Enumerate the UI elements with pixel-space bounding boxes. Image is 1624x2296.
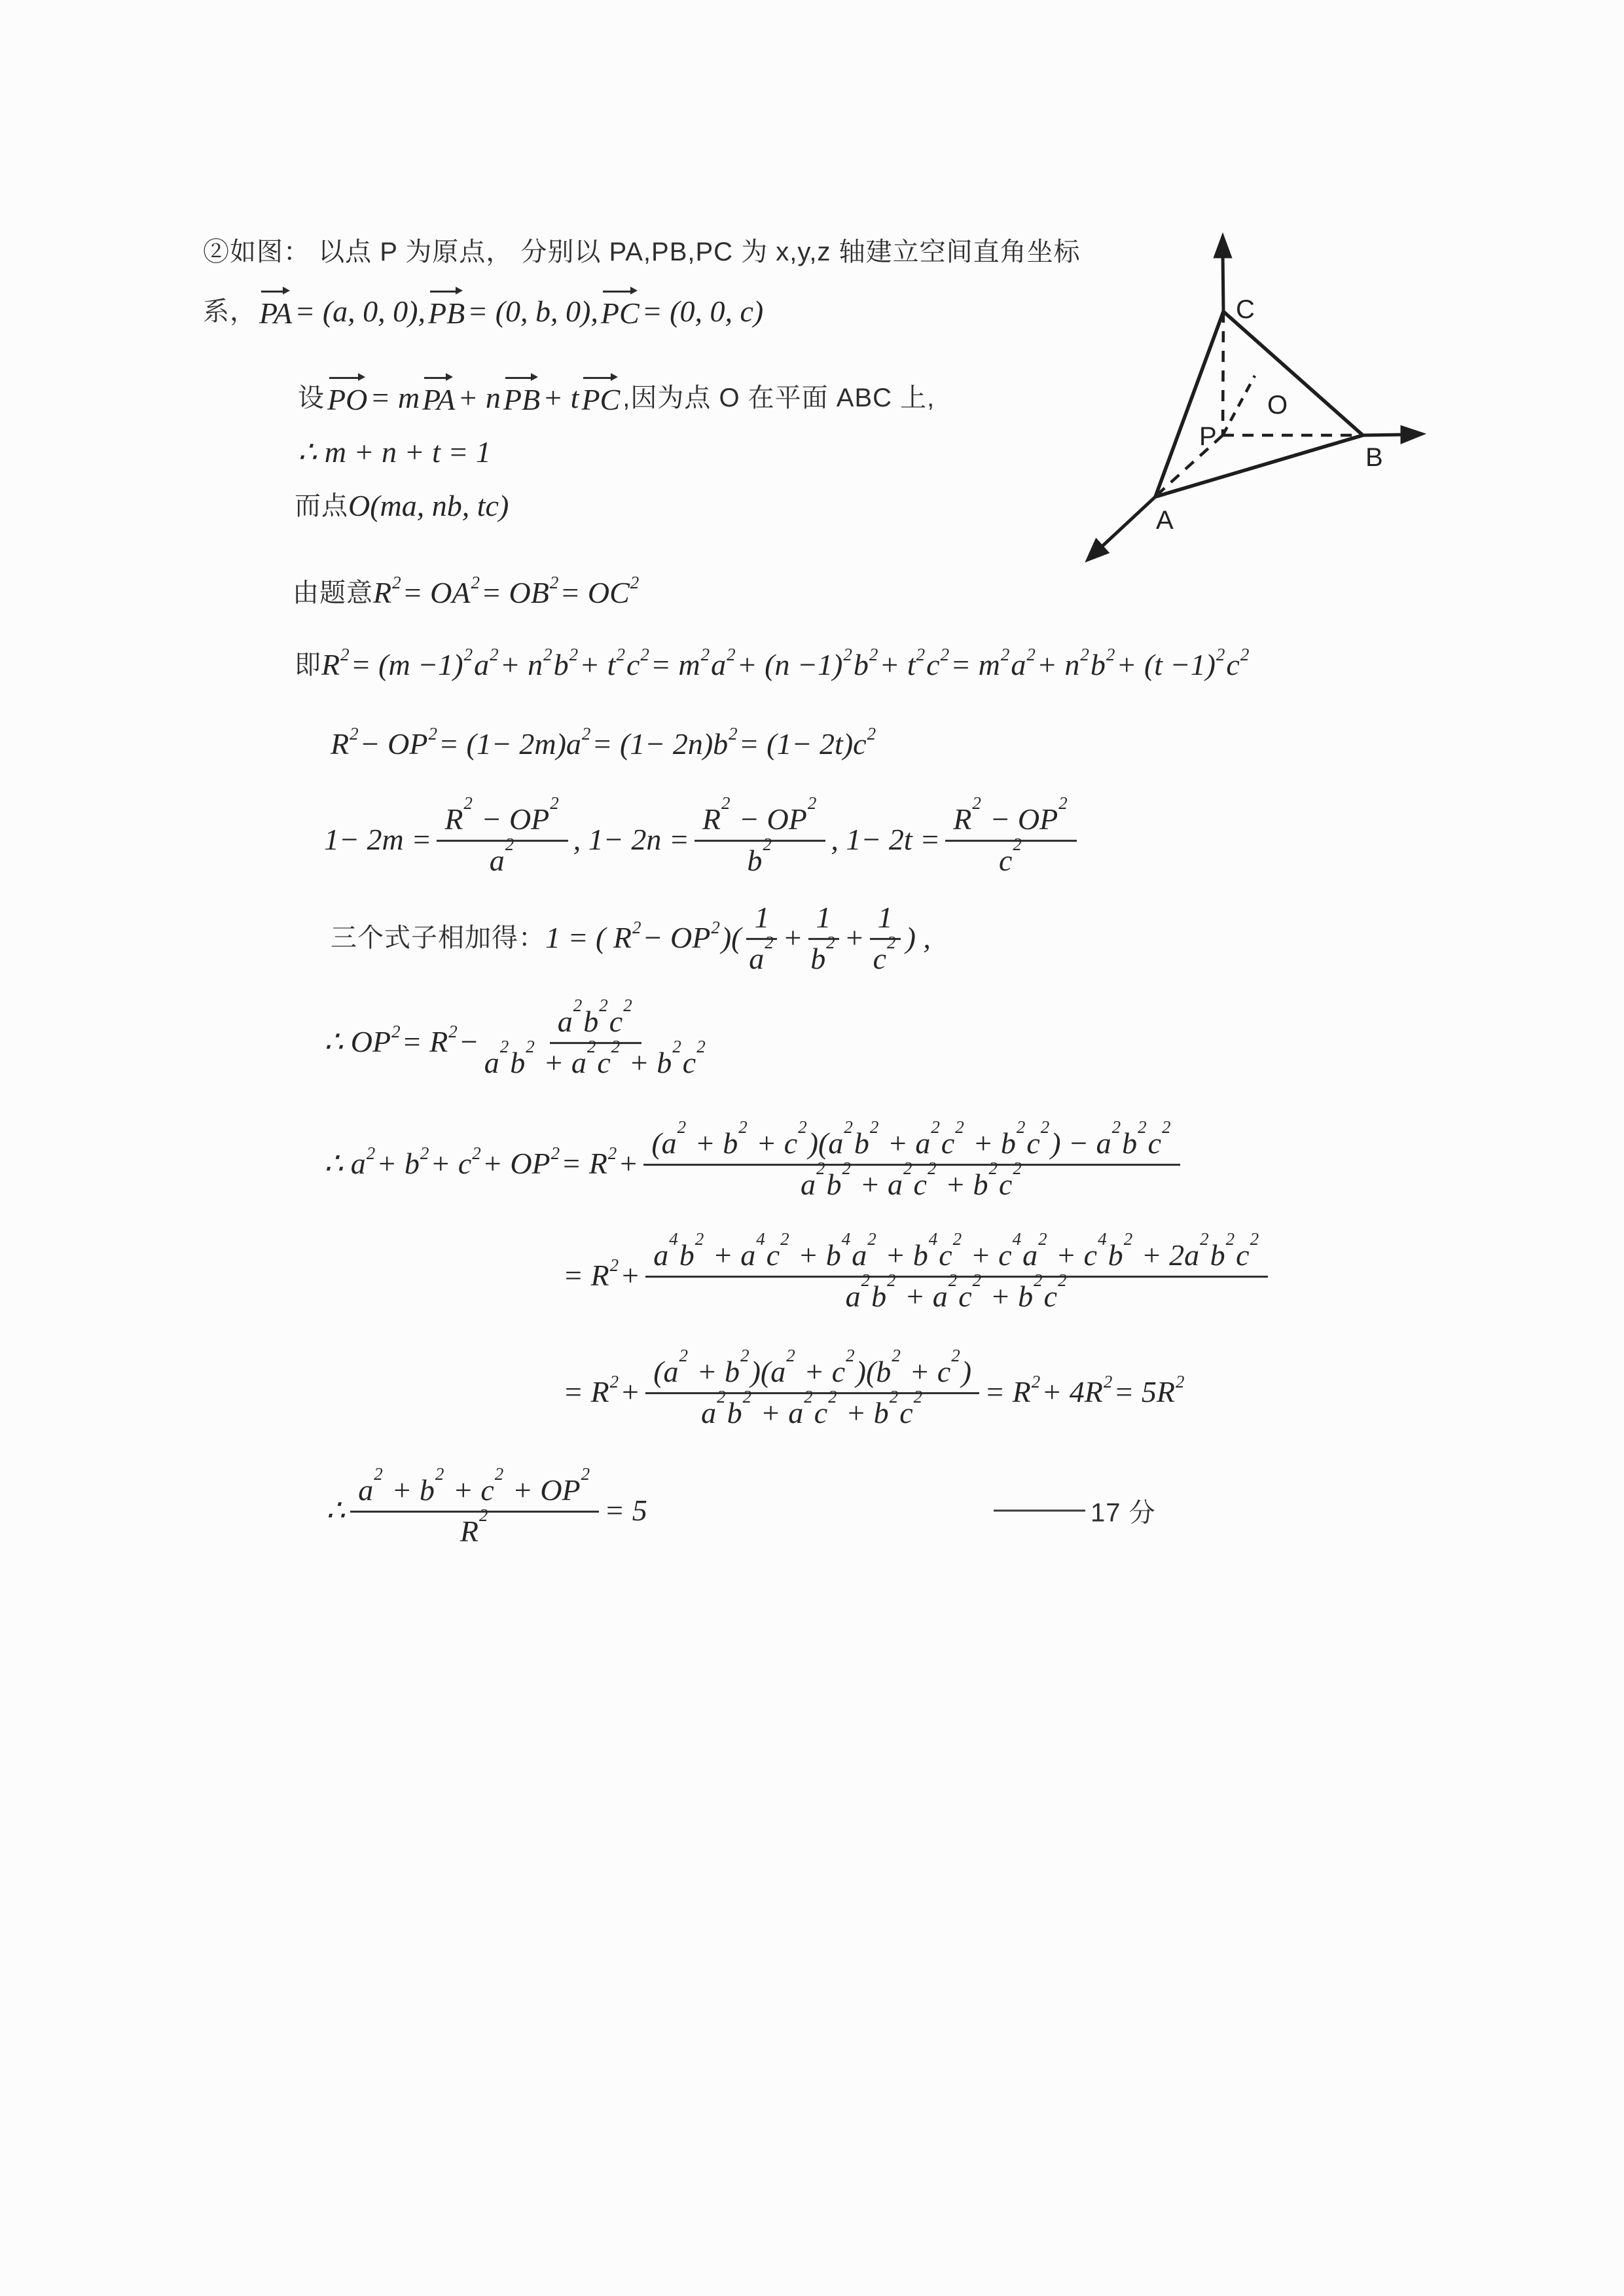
fraction: $\frac{a^4b^2 + a^4c^2 + b^4a^2 + b^4c^2 + c^4a^2 + c^4b^2 + 2a^2b^2c^2}{a^2b^2 + a^2c^2 + b^2c^2}$ [645, 1237, 1268, 1314]
step-expand-r: 即 R 2 = (m −1) 2 a 2 + n 2 b 2 + t 2 c 2 = m 2 a 2 + (n −1) 2 b 2 + t 2 c 2 = m 2 a 2 + n 2 b 2 + (t −1) 2 c 2 [295, 644, 1250, 681]
step-point-o: 而点 O(ma, nb, tc) [295, 488, 509, 522]
step-three-fractions: 1− 2m = $\frac{R^2 - OP^2}{a^2}$ , 1− 2n = $\frac{R^2 - OP^2}{b^2}$ , 1− 2t = $\frac{R^2 - OP^2}{c^2}$ [324, 801, 1082, 878]
fraction: $\frac{1}{a^2}$ [746, 899, 777, 977]
step-sum-abc-op: ∴ a 2 + b 2 + c 2 + OP 2 = R 2 + $\frac{(a^2 + b^2 + c^2)(a^2b^2 + a^2c^2 + b^2c^2) - a^2b^2c^2}{a^2b^2 + a^2c^2 + b^2c^2}$ [324, 1125, 1185, 1202]
z-axis [1216, 237, 1230, 312]
score-note [994, 1492, 1156, 1530]
step-m-n-t: ∴ m + n + t = 1 [298, 435, 491, 469]
problem-line-2: 系， PA = (a, 0, 0), PB = (0, b, 0), PC = (0, 0, c) [203, 291, 763, 332]
vertex-label-B: B [1365, 443, 1383, 472]
y-axis [1363, 427, 1422, 442]
score-label: 17 分 [1091, 1498, 1156, 1528]
vector-PA: PA [422, 380, 455, 417]
vector-PC: PC [601, 293, 640, 331]
fraction: $\frac{R^2 - OP^2}{a^2}$ [437, 801, 568, 878]
segment-p-o [1223, 376, 1255, 435]
step-r-minus-op: R 2 − OP 2 = (1− 2m)a 2 = (1− 2n)b 2 = (1− 2t)c 2 [331, 723, 876, 761]
vector-PB: PB [428, 293, 465, 331]
figure-tetrahedron [1060, 228, 1434, 581]
point-label-O: O [1267, 391, 1288, 420]
vertex-label-P: P [1199, 422, 1217, 451]
step-factored: = R 2 + $\frac{(a^2 + b^2)(a^2 + c^2)(b^2 + c^2)}{a^2b^2 + a^2c^2 + b^2c^2}$ = R 2 + 4R 2 = 5R 2 [563, 1346, 1185, 1429]
fraction: $\frac{a^2b^2c^2}{a^2b^2 + a^2c^2 + b^2c^2}$ [484, 996, 706, 1079]
vector-PC: PC [581, 380, 620, 417]
step-set-po: 设 PO = m PA + n PB + t PC ,因为点 O 在平面 ABC 上, [298, 378, 935, 418]
fraction: $\frac{R^2 - OP^2}{c^2}$ [945, 801, 1076, 878]
fraction: $\frac{(a^2 + b^2 + c^2)(a^2b^2 + a^2c^2 + b^2c^2) - a^2b^2c^2}{a^2b^2 + a^2c^2 + b^2c^2}$ [643, 1125, 1180, 1202]
vector-PO: PO [327, 380, 367, 417]
fraction: $\frac{R^2 - OP^2}{b^2}$ [695, 801, 825, 878]
fraction: $\frac{1}{b^2}$ [808, 899, 839, 977]
vector-PA: PA [259, 293, 292, 331]
step-op-squared: ∴ OP 2 = R 2 − $\frac{a^2b^2c^2}{a^2b^2 + a^2c^2 + b^2c^2}$ [324, 996, 706, 1079]
fraction: $\frac{(a^2 + b^2)(a^2 + c^2)(b^2 + c^2)}{a^2b^2 + a^2c^2 + b^2c^2}$ [645, 1354, 979, 1431]
fraction: $\frac{a^2 + b^2 + c^2 + OP^2}{R^2}$ [350, 1472, 599, 1549]
problem-line-1: ②如图： 以点 P 为原点， 分别以 PA,PB,PC 为 x,y,z 轴建立空间直角坐标 [203, 238, 1081, 266]
step-expanded-fraction: = R 2 + $\frac{a^4b^2 + a^4c^2 + b^4a^2 + b^4c^2 + c^4a^2 + c^4b^2 + 2a^2b^2c^2}{a^2b^2 + a^2c^2 + b^2c^2}$ [563, 1237, 1273, 1314]
vertex-label-C: C [1236, 295, 1255, 324]
vertex-label-A: A [1156, 506, 1174, 535]
vector-PB: PB [503, 380, 540, 417]
step-add-three: 三个式子相加得： 1 = ( R 2 − OP 2 )( $\frac{1}{a^2}$ + $\frac{1}{b^2}$ + $\frac{1}{c^2}$ ) , [331, 901, 931, 975]
step-final-result: ∴ $\frac{a^2 + b^2 + c^2 + OP^2}{R^2}$ = 5 [326, 1464, 647, 1548]
score-dash-line [994, 1510, 1085, 1512]
x-axis [1088, 497, 1155, 560]
step-r-squared: 由题意 R 2 = OA 2 = OB 2 = OC 2 [293, 572, 640, 609]
fraction: $\frac{1}{c^2}$ [870, 899, 901, 977]
